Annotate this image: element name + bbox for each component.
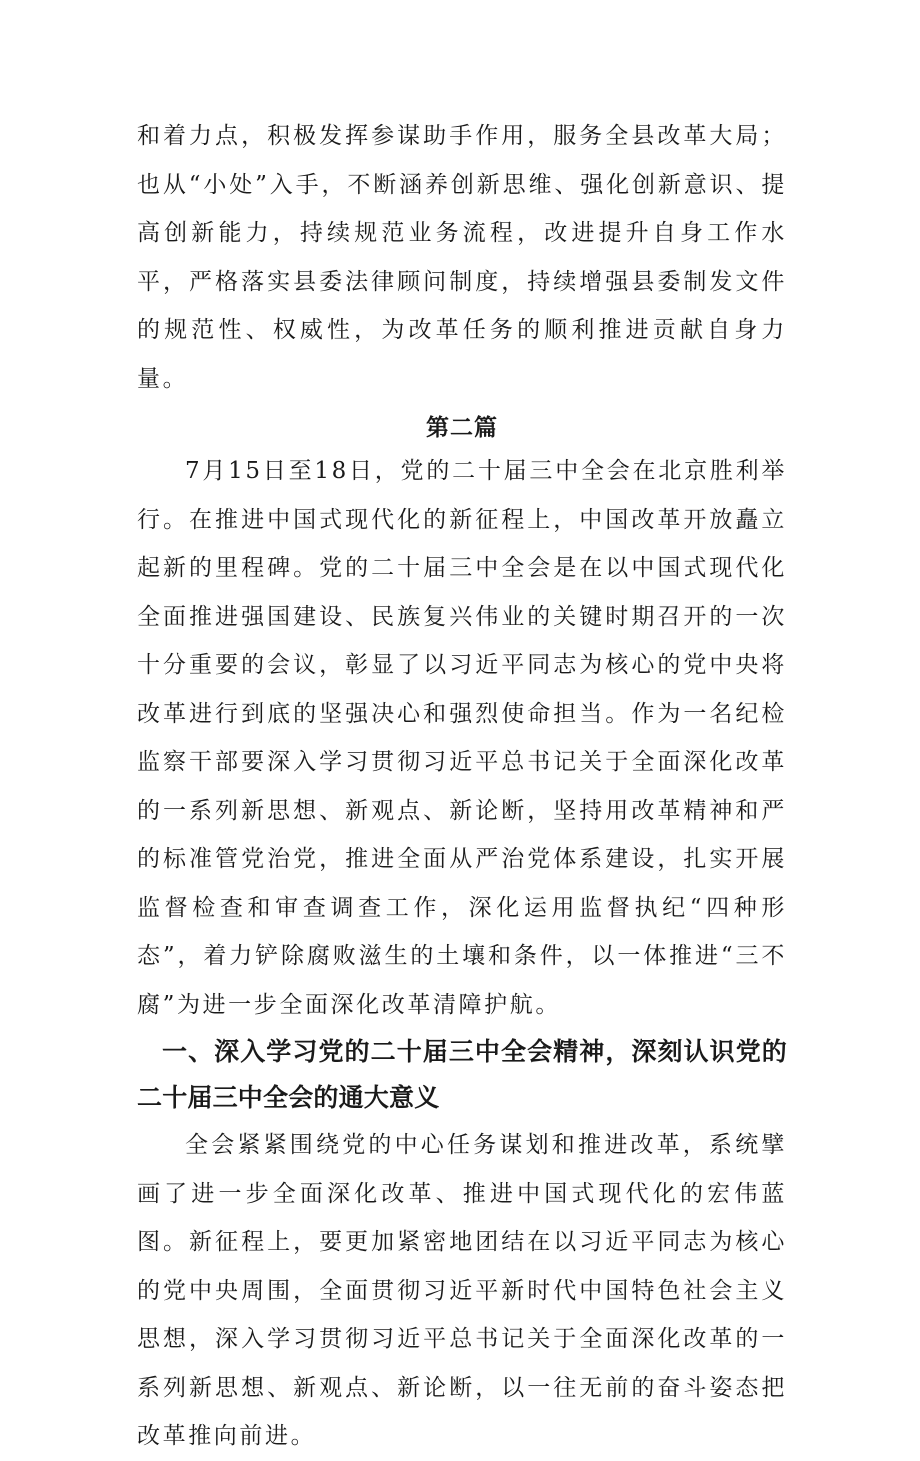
section-paragraph: 全会紧紧围绕党的中心任务谋划和推进改革，系统擘画了进一步全面深化改革、推进中国式现代化的宏伟蓝图。新征程上，要更加紧密地团结在以习近平同志为核心的党中央周围，全面贯彻习近平新时代中国特色社会主义思想，深入学习贯彻习近平总书记关于全面深化改革的一系列新思想、新观点、新论断，以一往无前的奋斗姿态把改革推向前进。: [137, 1132, 787, 1449]
document-page: [137, 112, 787, 1461]
article-title: 第二篇: [426, 415, 498, 441]
section-heading: 一、深入学习党的二十届三中全会精神，深刻认识党的二十届三中全会的通大意义: [137, 1037, 787, 1112]
continuation-paragraph: 和着力点，积极发挥参谋助手作用，服务全县改革大局；也从“小处”入手，不断涵养创新思维、强化创新意识、提高创新能力，持续规范业务流程，改进提升自身工作水平，严格落实县委法律顾问制度，持续增强县委制发文件的规范性、权威性，为改革任务的顺利推进贡献自身力量。: [137, 123, 787, 392]
intro-paragraph: 7月15日至18日，党的二十届三中全会在北京胜利举行。在推进中国式现代化的新征程上，中国改革开放矗立起新的里程碑。党的二十届三中全会是在以中国式现代化全面推进强国建设、民族复兴伟业的关键时期召开的一次十分重要的会议，彰显了以习近平同志为核心的党中央将改革进行到底的坚强决心和强烈使命担当。作为一名纪检监察干部要深入学习贯彻习近平总书记关于全面深化改革的一系列新思想、新观点、新论断，坚持用改革精神和严的标准管党治党，推进全面从严治党体系建设，扎实开展监督检查和审查调查工作，深化运用监督执纪“四种形态”，着力铲除腐败滋生的土壤和条件，以一体推进“三不腐”为进一步全面深化改革清障护航。: [137, 458, 787, 1018]
